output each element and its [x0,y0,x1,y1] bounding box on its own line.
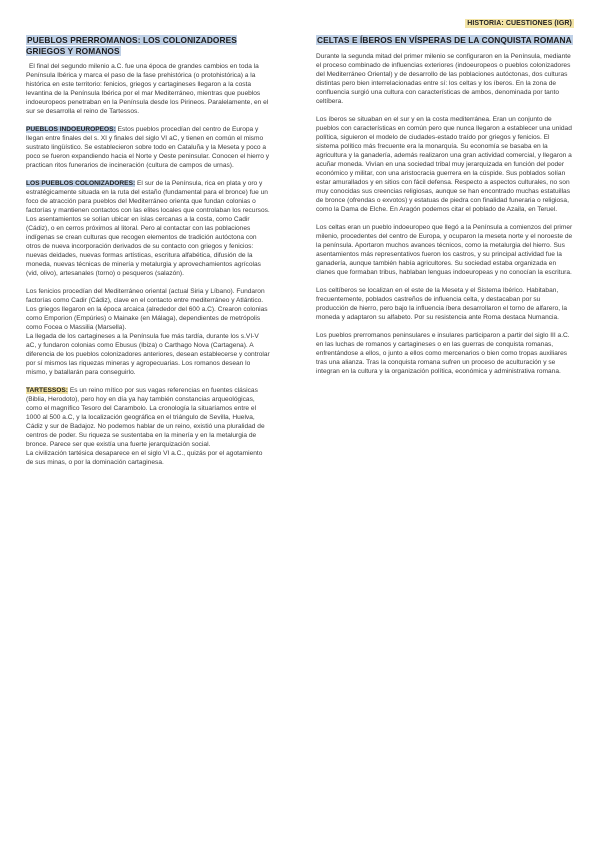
indoeuropeos-heading: PUEBLOS INDOEUROPEOS: [26,126,116,134]
right-column [316,35,574,385]
tartessos-paragraph: TARTESSOS: Es un reino mítico por sus vagas referencias en fuentes clásicas (Biblia, Herodoto), pero hoy en día ya hay también constancias arqueológicas, como el magnífico Tesoro del Carambolo. La cronología la situaríamos entre el 1000 al 500 a.C, y la localización geográfica en el triángulo de Sevilla, Huelva, Cádiz y sur de Badajoz. No podemos hablar de un reino, existió una pluralidad de centros de poder. Su riqueza se sustentaba en la minería y en la metalurgia de bronce. Parece ser que existía una fuerte jerarquización social. [26,387,265,449]
right-section-title: CELTAS E ÍBEROS EN VÍSPERAS DE LA CONQUISTA ROMANA [317,35,572,45]
conquista-paragraph: Los pueblos prerromanos peninsulares e insulares participaron a partir del siglo III a.C. en las luchas de romanos y cartagineses o en las guerras de conquista romanas, enfrentándose a ellos, o junto a ellos como mercenarios o bien como tropas auxiliares tras una alianza. Tras la conquista romana sufren un proceso de aculturación y se integran en la cultura y la organización política, económica y administrativa romana. [316,331,570,375]
celtas-iberos-intro-paragraph: Durante la segunda mitad del primer milenio se configuraron en la Península, mediante el proceso combinado de influencias exteriores (indoeuropeos o pueblos colonizadores del Mediterráneo Oriental) y de desarrollo de las poblaciones autóctonas, dos culturas distintas pero bien interrelacionadas entre sí: los celtas y los íberos. En la zona de confluencia surgió una cultura con características de ambos, denominada por tanto celtíbera. [316,52,571,105]
intro-paragraph: El final del segundo milenio a.C. fue una época de grandes cambios en toda la Península Ibérica y marca el paso de la fase prehistórica (o protohistórica) a la histórica en este territorio: fenicios, griegos y cartagineses llegaron a la costa levantina de la Península Ibérica por el mar Mediterráneo, mientras que pueblos indoeuropeos penetraban en la Península desde los Pirineos. Paralelamente, en el sur se desarrolla el reino de Tartessos. [26,63,269,116]
fenicios-paragraph: Los fenicios procedían del Mediterráneo oriental (actual Siria y Líbano). Fundaron factorías como Cadir (Cádiz), clave en el contacto entre mediterráneo y Atlántico. [26,288,265,305]
left-column [26,35,270,476]
header-tag: HISTORIA: CUESTIONES (IGR) [467,20,572,27]
cartagineses-paragraph: La llegada de los cartagineses a la Península fue más tardía, durante los s.VI-V aC, y fundaron colonias como Ebusus (Ibiza) o Carthago Nova (Cartagena). A diferencia de los pueblos colonizadores anteriores, desean establecerse y controlar por sí mismos las riquezas mineras y agropecuarias. Los romanos desean lo mismo, y batallarán para conseguirlo. [26,333,270,377]
indoeuropeos-paragraph: PUEBLOS INDOEUROPEOS: Estos pueblos procedían del centro de Europa y llegan entre finales del s. XI y finales del siglo VI aC, y tienen en común el mismo sustrato lingüístico. Se establecieron sobre todo en Cataluña y la Meseta y poco a poco se fueron expandiendo hacia el Norte y Oeste peninsular. Conocen el hierro y practican ritos funerarios de incineración (cultura de campos de urnas). [26,126,270,170]
colonizadores-paragraph: LOS PUEBLOS COLONIZADORES: El sur de la Península, rica en plata y oro y estratégicamente situada en la ruta del estaño (fundamental para el bronce) fue un foco de atracción para pueblos del Mediterráneo orienta que fundan colonias o factorías y mantienen contactos con las elites locales que controlaban los recursos. Los asentamientos se solían ubicar en islas cercanas a la costa, como Cadir (Cádiz), o en cerros próximos al litoral. Pero al contactar con las poblaciones indígenas se crean culturas que recogen elementos de tradición autóctona con otros de nueva incorporación derivados de su contacto con griegos y fenicios: nuevas deidades, nuevas formas artísticas, escritura alfabética, difusión de la moneda, nuevas técnicas de minería y metalurgia y aprovechamientos agrícolas (vid, olivo), artesanales (torno) o pesqueros (salazón). [26,180,270,278]
left-section-title: PUEBLOS PRERROMANOS: LOS COLONIZADORES GRIEGOS Y ROMANOS [26,35,237,56]
tartessos-heading: TARTESSOS: [26,387,69,395]
iberos-paragraph: Los íberos se situaban en el sur y en la costa mediterránea. Eran un conjunto de pueblos con características en común pero que nunca llegaron a establecer una unidad política, siguieron el modelo de ciudades-estado traído por griegos y fenicios. El sistema político más frecuente era la monarquía. Su economía se basaba en la agricultura y la ganadería, además realizaron una gran actividad comercial, y llegaron a acuñar moneda. Vivían en una sociedad tribal muy jerarquizada en función del poder económico y militar, con una aristocracia guerrera en la cúspide. Sus poblados solían estar amurallados y en sitios con fácil defensa. Respecto a aspectos culturales, no son muy conocidas sus creencias religiosas, aunque se han encontrado muchas estatuillas de bronce (ofrendas o exvotos) y estatuas de piedra con finalidad funeraria o religiosa, como la Dama de Elche. En Aragón podemos citar el poblado de Azaila, en Teruel. [316,115,572,213]
griegos-paragraph: Los griegos llegaron en la época arcaica (alrededor del 600 a.C). Crearon colonias como Emporion (Empúries) o Mainake (en Málaga), dependientes de metrópolis como Focea o Massilia (Marsella). [26,306,268,332]
celtiberos-paragraph: Los celtíberos se localizan en el este de la Meseta y el Sistema Ibérico. Habitaban, frecuentemente, poblados castreños de influencia celta, y destacaban por su producción de hierro, pero bajo la influencia íbera desarrollaron el torno de alfarero, la moneda y adaptaron su alfabeto. Por su resistencia ante Roma destaca Numancia. [316,286,568,321]
colonizadores-heading: LOS PUEBLOS COLONIZADORES: [26,180,136,188]
celtas-paragraph: Los celtas eran un pueblo indoeuropeo que llegó a la Península a comienzos del primer milenio, procedentes del centro de Europa, y ocuparon la meseta norte y el noroeste de la península. Aportaron muchos avances técnicos, como la metalurgia del hierro. Sus asentamientos más representativos fueron los castros, y su principal actividad fue la ganadería, aunque también había agricultores. Su sociedad estaba organizada en clanes que formaban tribus, hablaban lenguas indoeuropeas y no conocían la escritura. [316,223,573,276]
tartessos-end-paragraph: La civilización tartésica desaparece en el siglo VI a.C., quizás por el agotamiento de sus minas, o por la dominación cartaginesa. [26,450,263,467]
